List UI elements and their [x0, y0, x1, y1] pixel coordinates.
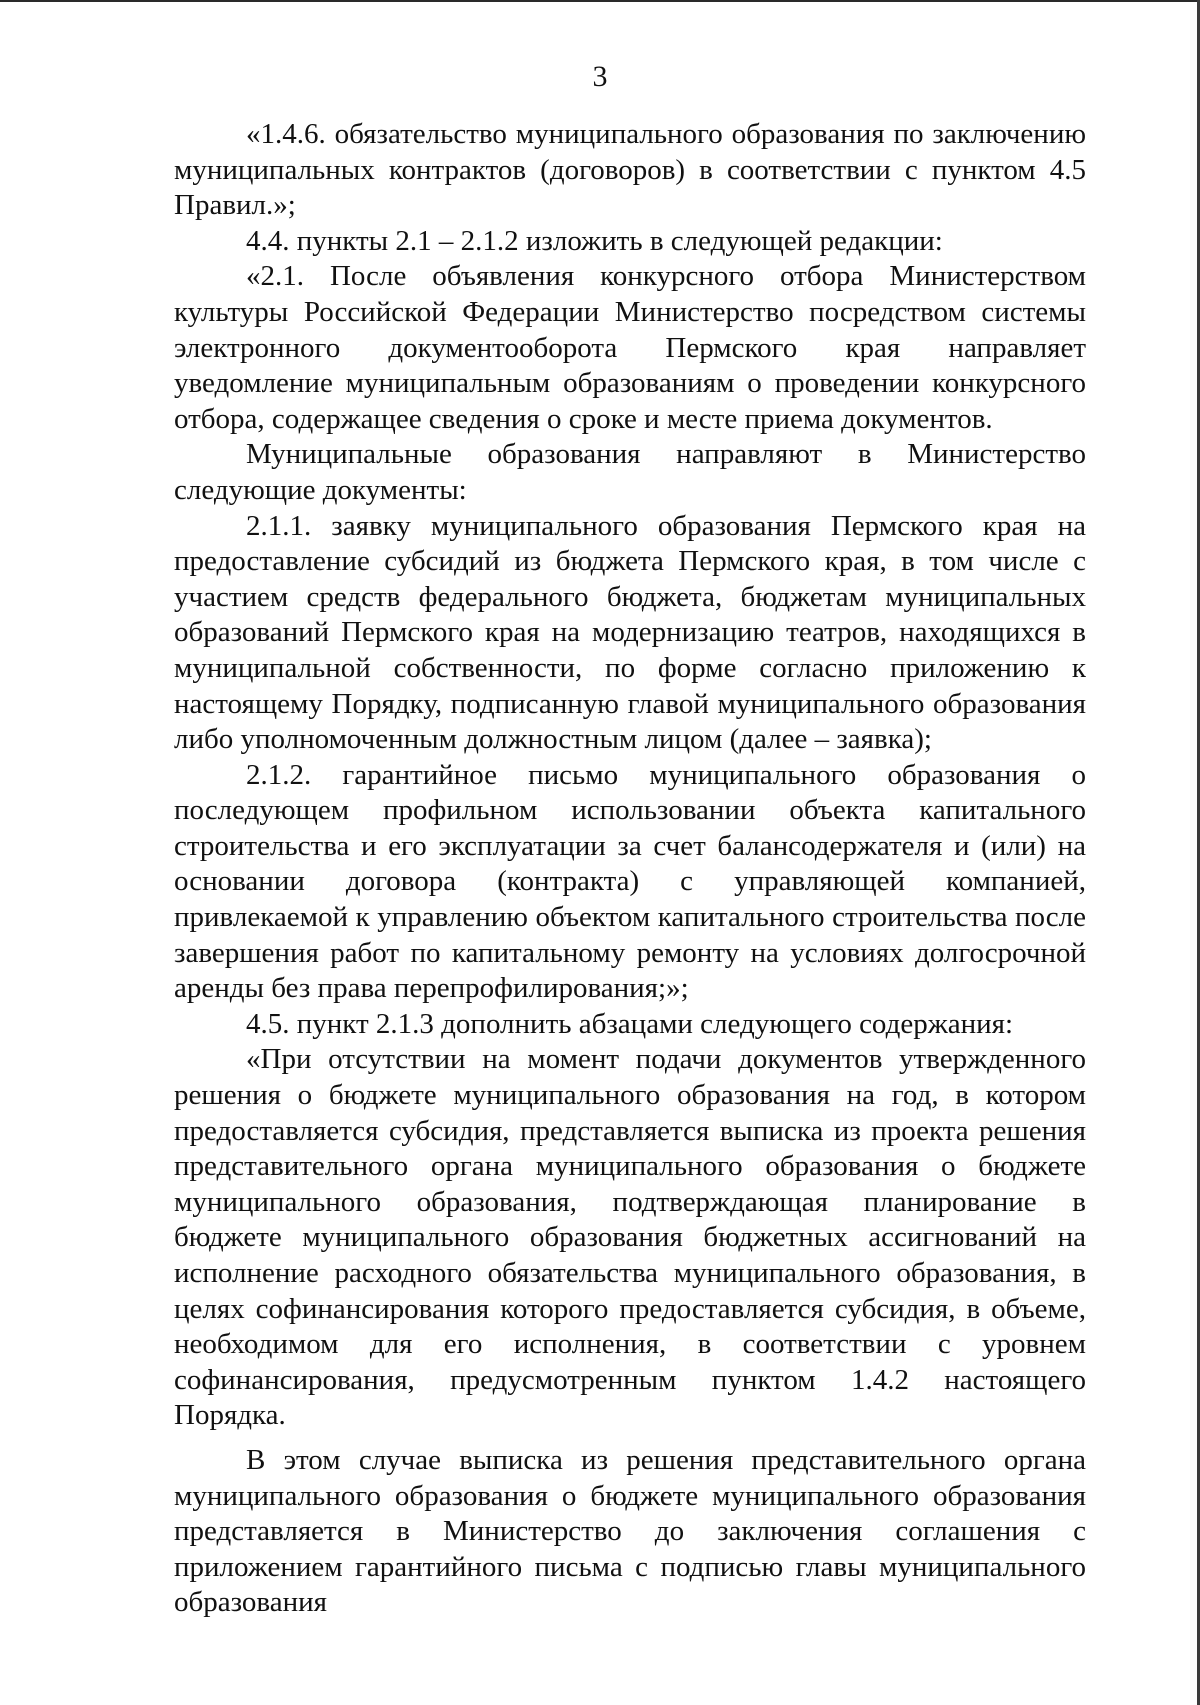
paragraph-4-5: 4.5. пункт 2.1.3 дополнить абзацами следующего содержания:: [246, 1007, 1014, 1040]
paragraph-documents-intro: Муниципальные образования направляют в Министерство следующие документы:: [174, 438, 1086, 506]
paragraph-1-4-6: «1.4.6. обязательство муниципального образования по заключению муниципальных контрактов (договоров) в соответствии с пунктом 4.5 Правил.»;: [174, 118, 1086, 222]
paragraph-extract-submission: В этом случае выписка из решения представительного органа муниципального образования о бюджете муниципального образования представляется в Министерство до заключения соглашения с приложением гарантийного письма с подписью главы муниципального образования: [174, 1443, 1086, 1619]
scan-edge-top: [0, 0, 1200, 2]
document-body: [174, 117, 1086, 1621]
paragraph-2-1: «2.1. После объявления конкурсного отбора Министерством культуры Российской Федерации Министерство посредством системы электронного документооборота Пермского края направляет уведомление муниципальным образованиям о проведении конкурсного отбора, содержащее сведения о сроке и месте приема документов.: [174, 260, 1086, 435]
paragraph-2-1-1: 2.1.1. заявку муниципального образования Пермского края на предоставление субсидий из бюджета Пермского края, в том числе с участием средств федерального бюджета, бюджетам муниципальных образований Пермского края на модернизацию театров, находящихся в муниципальной собственности, по форме согласно приложению к настоящему Порядку, подписанную главой муниципального образования либо уполномоченным должностным лицом (далее – заявка);: [174, 509, 1086, 756]
paragraph-4-4: 4.4. пункты 2.1 – 2.1.2 изложить в следующей редакции:: [246, 224, 943, 257]
paragraph-absence-of-budget: «При отсутствии на момент подачи документов утвержденного решения о бюджете муниципального образования на год, в котором предоставляется субсидия, представляется выписка из проекта решения представительного органа муниципального образования о бюджете муниципального образования, подтверждающая планирование в бюджете муниципального образования бюджетных ассигнований на исполнение расходного обязательства муниципального образования, в целях софинансирования которого предоставляется субсидия, в объеме, необходимом для его исполнения, в соответствии с уровнем софинансирования, предусмотренным пунктом 1.4.2 настоящего Порядка.: [174, 1043, 1086, 1432]
paragraph-2-1-2: 2.1.2. гарантийное письмо муниципального образования о последующем профильном использовании объекта капитального строительства и его эксплуатации за счет балансодержателя и (или) на основании договора (контракта) с управляющей компанией, привлекаемой к управлению объектом капитального строительства после завершения работ по капитальному ремонту на условиях долгосрочной аренды без права перепрофилирования;»;: [174, 758, 1086, 1005]
page-number: 3: [592, 60, 608, 93]
